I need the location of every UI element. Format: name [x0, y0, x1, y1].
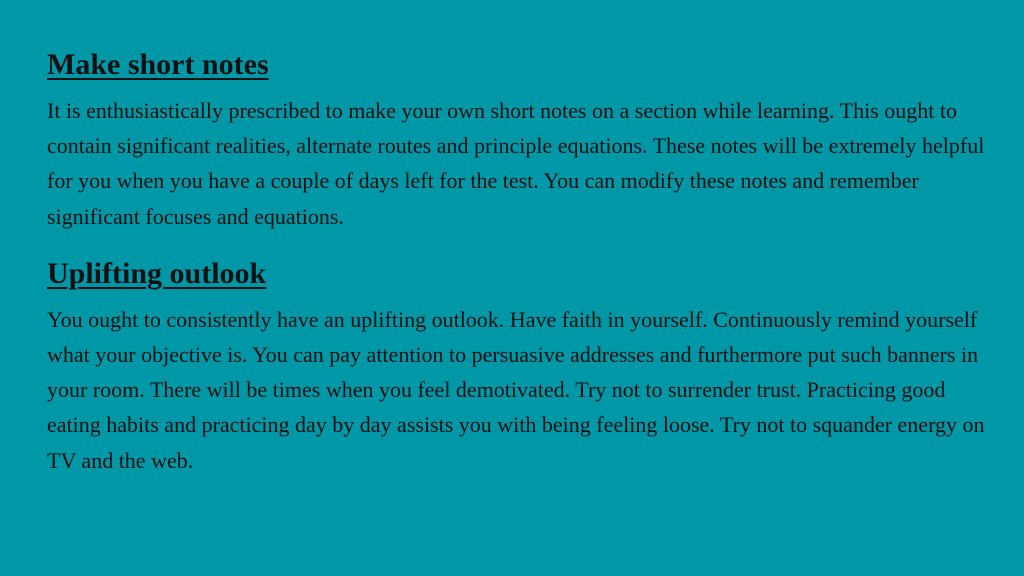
- section-body-short-notes: It is enthusiastically prescribed to make your own short notes on a section while learning. This ought to contain significant realities, alternate routes and principle equations. These notes will be extremely helpful for you when you have a couple of days left for the test. You can modify these notes and remember significant focuses and equations.: [47, 98, 985, 229]
- section-heading-short-notes: Make short notes: [47, 48, 269, 81]
- section-heading-uplifting-outlook: Uplifting outlook: [47, 256, 267, 290]
- section-body-uplifting-outlook: You ought to consistently have an uplifting outlook. Have faith in yourself. Continuously remind yourself what your objective is. You can pay attention to persuasive addresses and furthermore put such banners in your room. There will be times when you feel demotivated. Try not to surrender trust. Practicing good eating habits and practicing day by day assists you with being feeling loose. Try not to squander energy on TV and the web.: [47, 306, 985, 473]
